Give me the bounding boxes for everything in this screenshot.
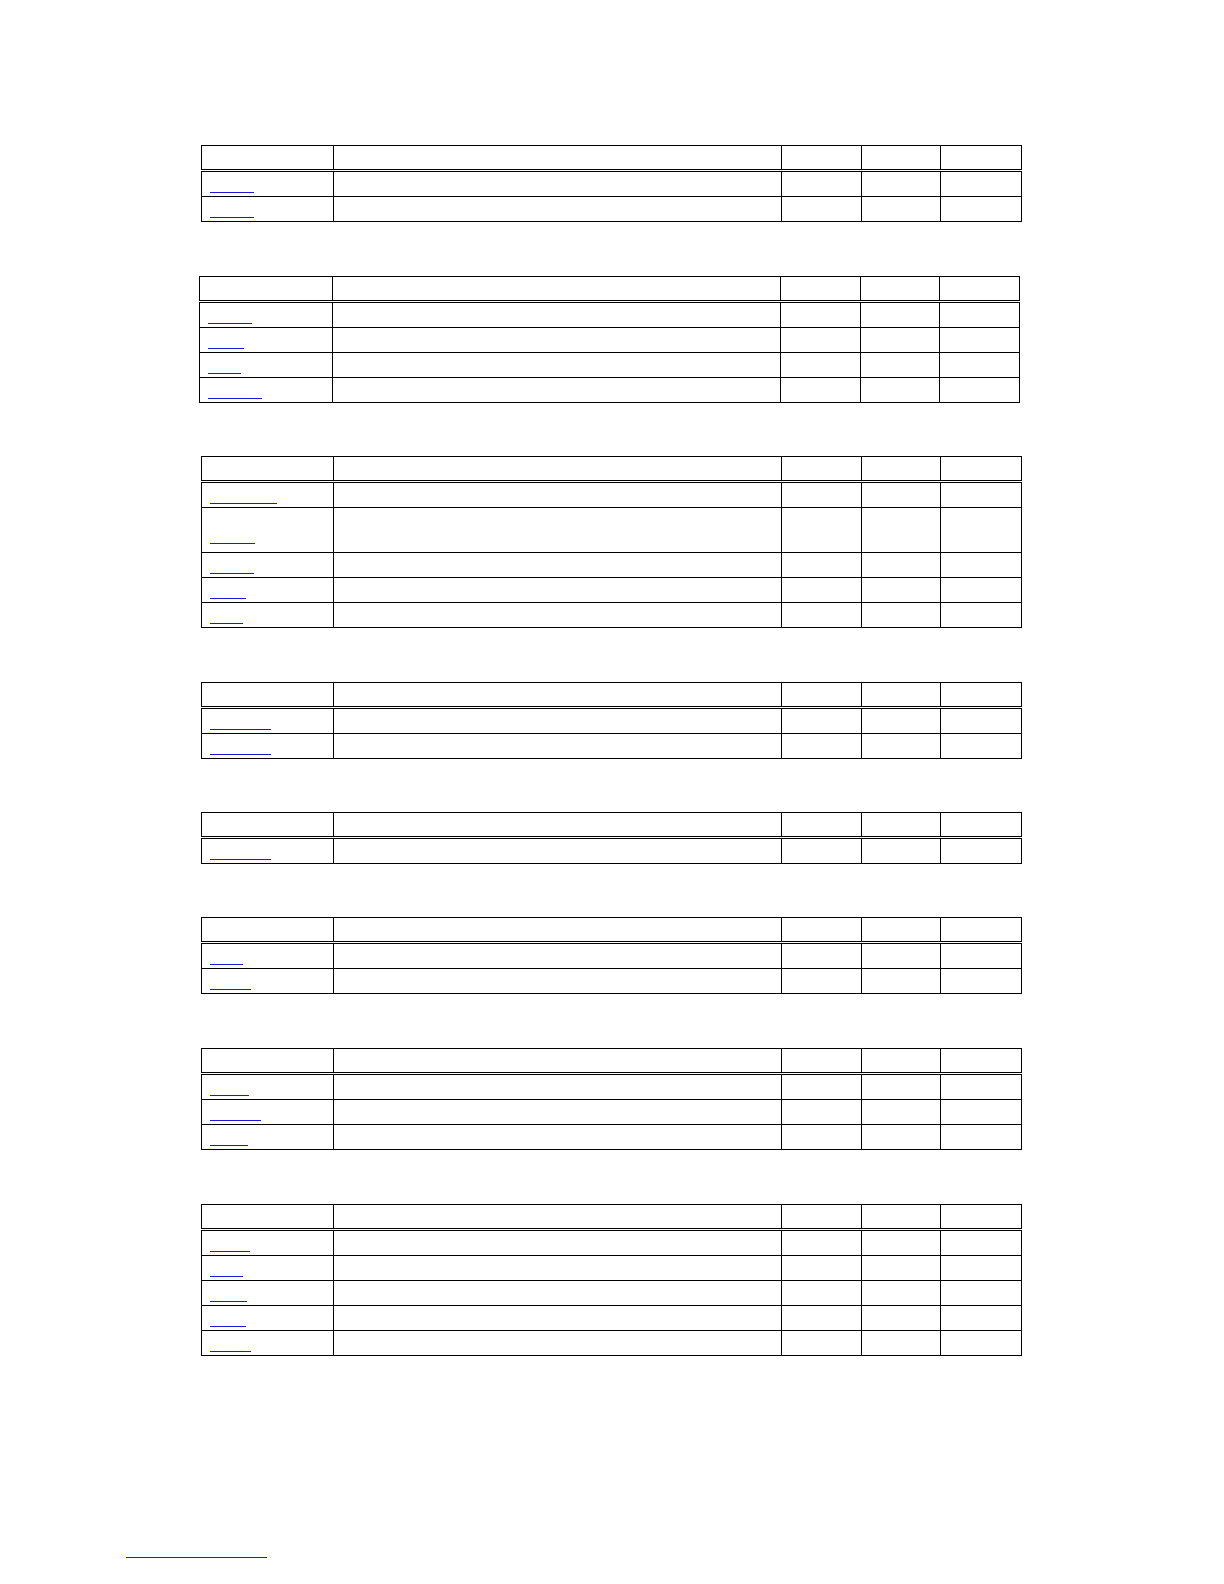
row-link[interactable] (210, 849, 271, 860)
table-row (202, 838, 1022, 864)
row-link[interactable] (210, 588, 246, 599)
row-link[interactable] (210, 1241, 250, 1252)
table-row (202, 197, 1022, 222)
table-row (202, 1100, 1022, 1125)
row-link[interactable] (210, 1341, 251, 1352)
row-link[interactable] (210, 493, 277, 504)
row-link[interactable] (210, 1291, 247, 1302)
table-row (202, 969, 1022, 994)
data-table (201, 682, 1022, 759)
table-header-row (202, 813, 1022, 838)
table-row (202, 1230, 1022, 1256)
table-row (202, 1074, 1022, 1100)
table-row (202, 1125, 1022, 1150)
row-link[interactable] (210, 744, 271, 755)
table-row (202, 943, 1022, 969)
row-link[interactable] (210, 1110, 261, 1121)
table-header-row (202, 1205, 1022, 1230)
row-link[interactable] (210, 954, 243, 965)
table-row (202, 508, 1022, 553)
table-row (202, 553, 1022, 578)
data-table (201, 812, 1022, 864)
data-table (201, 456, 1022, 628)
data-table (201, 145, 1022, 222)
table-header-row (202, 457, 1022, 482)
row-link[interactable] (208, 363, 241, 374)
row-link[interactable] (210, 1266, 243, 1277)
table-header-row (202, 683, 1022, 708)
row-link[interactable] (210, 533, 255, 544)
row-link[interactable] (210, 563, 254, 574)
table-row (202, 1306, 1022, 1331)
table-header-row (202, 918, 1022, 943)
table-row (202, 603, 1022, 628)
row-link[interactable] (210, 207, 254, 218)
data-table (201, 917, 1022, 994)
row-link[interactable] (210, 182, 254, 193)
data-table (201, 1204, 1022, 1356)
row-link[interactable] (208, 388, 262, 399)
table-row (200, 378, 1020, 403)
table-header-row (202, 1049, 1022, 1074)
table-row (202, 734, 1022, 759)
table-row (200, 328, 1020, 353)
table-header-row (200, 277, 1020, 302)
row-link[interactable] (210, 1316, 246, 1327)
table-row (202, 578, 1022, 603)
footnote-separator (126, 1557, 267, 1558)
table-row (202, 482, 1022, 508)
row-link[interactable] (210, 613, 243, 624)
table-row (202, 1281, 1022, 1306)
table-row (202, 1331, 1022, 1356)
row-link[interactable] (210, 979, 251, 990)
row-link[interactable] (210, 1085, 249, 1096)
row-link[interactable] (210, 1135, 248, 1146)
data-table (199, 276, 1020, 403)
table-row (202, 171, 1022, 197)
table-row (200, 302, 1020, 328)
table-row (202, 708, 1022, 734)
row-link[interactable] (208, 338, 244, 349)
table-row (202, 1256, 1022, 1281)
table-header-row (202, 146, 1022, 171)
row-link[interactable] (210, 719, 271, 730)
row-link[interactable] (208, 313, 252, 324)
table-row (200, 353, 1020, 378)
data-table (201, 1048, 1022, 1150)
